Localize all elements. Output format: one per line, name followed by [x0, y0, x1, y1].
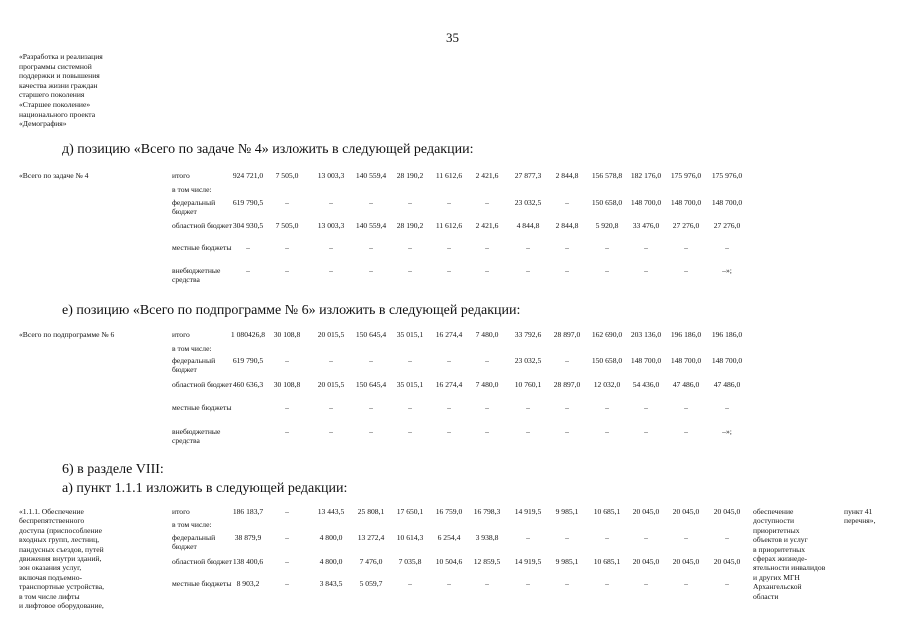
value-cell: 20 015,5: [317, 380, 345, 389]
funding-category: федеральный бюджет: [172, 533, 216, 552]
value-cell: –: [329, 198, 333, 207]
value-cell: 23 032,5: [514, 356, 542, 365]
value-cell: 148 700,0: [670, 198, 702, 207]
funding-category: местные бюджеты: [172, 579, 232, 588]
value-cell: 7 480,0: [475, 330, 499, 339]
value-cell: 14 919,5: [514, 507, 542, 516]
item-description-line: в том числе лифты: [19, 591, 80, 601]
value-cell: 2 844,8: [555, 221, 579, 230]
funding-category: в том числе:: [172, 344, 212, 353]
value-cell: 13 003,3: [317, 171, 345, 180]
value-cell: 10 614,3: [396, 533, 424, 542]
note-line: национального проекта: [19, 109, 96, 119]
value-cell: 23 032,5: [514, 198, 542, 207]
value-cell: –: [447, 427, 451, 436]
value-cell: –: [369, 403, 373, 412]
value-cell: 182 176,0: [630, 171, 662, 180]
target-description: [753, 507, 851, 601]
value-cell: –: [565, 579, 569, 588]
value-cell: –: [684, 533, 688, 542]
value-cell: –: [684, 266, 688, 275]
value-cell: –»;: [722, 427, 732, 436]
value-cell: 5 920,8: [595, 221, 619, 230]
value-cell: –»;: [722, 266, 732, 275]
value-cell: –: [285, 557, 289, 566]
value-cell: –: [526, 243, 530, 252]
value-cell: 924 721,0: [232, 171, 264, 180]
target-description-line: приоритетных: [753, 525, 800, 535]
value-cell: –: [644, 427, 648, 436]
value-cell: –: [447, 403, 451, 412]
value-cell: 7 505,0: [275, 221, 299, 230]
value-cell: 7 505,0: [275, 171, 299, 180]
value-cell: –: [526, 266, 530, 275]
value-cell: –: [285, 243, 289, 252]
item-description-line: зон оказания услуг,: [19, 563, 82, 573]
value-cell: 10 760,1: [514, 380, 542, 389]
value-cell: 186 183,7: [232, 507, 264, 516]
value-cell: 4 800,0: [319, 557, 343, 566]
value-cell: 10 685,1: [593, 507, 621, 516]
value-cell: 27 877,3: [514, 171, 542, 180]
value-cell: 156 578,8: [591, 171, 623, 180]
value-cell: 175 976,0: [670, 171, 702, 180]
value-cell: 14 919,5: [514, 557, 542, 566]
value-cell: 54 436,0: [632, 380, 660, 389]
funding-category: федеральный бюджет: [172, 198, 216, 217]
value-cell: 33 476,0: [632, 221, 660, 230]
value-cell: –: [408, 403, 412, 412]
note-line: «Разработка и реализация: [19, 52, 103, 61]
item-description-line: транспортные устройства,: [19, 582, 105, 592]
item-description-line: беспрепятственного: [19, 516, 85, 526]
value-cell: –: [408, 266, 412, 275]
value-cell: –: [447, 243, 451, 252]
value-cell: –: [605, 403, 609, 412]
value-cell: –: [565, 427, 569, 436]
value-cell: –: [285, 198, 289, 207]
value-cell: 20 045,0: [713, 507, 741, 516]
value-cell: 28 190,2: [396, 221, 424, 230]
value-cell: –: [329, 427, 333, 436]
value-cell: 9 985,1: [555, 557, 579, 566]
value-cell: 4 800,0: [319, 533, 343, 542]
value-cell: 2 844,8: [555, 171, 579, 180]
value-cell: –: [565, 533, 569, 542]
value-cell: 3 938,8: [475, 533, 499, 542]
value-cell: 138 400,6: [232, 557, 264, 566]
row-label: «Всего по задаче № 4: [19, 171, 89, 180]
value-cell: 175 976,0: [711, 171, 743, 180]
value-cell: 38 879,9: [234, 533, 262, 542]
reference: [844, 507, 899, 526]
value-cell: 9 985,1: [555, 507, 579, 516]
note-line: старшего поколения: [19, 90, 85, 100]
value-cell: 7 480,0: [475, 380, 499, 389]
value-cell: –: [285, 579, 289, 588]
value-cell: 16 759,0: [435, 507, 463, 516]
funding-category: областной бюджет: [172, 380, 232, 389]
value-cell: 148 700,0: [670, 356, 702, 365]
value-cell: 13 003,3: [317, 221, 345, 230]
value-cell: 20 045,0: [672, 557, 700, 566]
value-cell: 13 272,4: [357, 533, 385, 542]
value-cell: –: [369, 243, 373, 252]
value-cell: 150 658,0: [591, 356, 623, 365]
item-description-line: «1.1.1. Обеспечение: [19, 507, 84, 516]
value-cell: –: [447, 356, 451, 365]
target-description-line: Архангельской: [753, 582, 802, 592]
value-cell: –: [285, 533, 289, 542]
value-cell: –: [285, 427, 289, 436]
value-cell: 140 559,4: [355, 221, 387, 230]
funding-category: местные бюджеты: [172, 243, 232, 252]
value-cell: –: [684, 427, 688, 436]
value-cell: 148 700,0: [711, 356, 743, 365]
value-cell: –: [285, 403, 289, 412]
target-description-line: ятельности инвалидов: [753, 563, 826, 573]
value-cell: –: [725, 243, 729, 252]
value-cell: 2 421,6: [475, 171, 499, 180]
funding-category: федеральный бюджет: [172, 356, 216, 375]
value-cell: 16 274,4: [435, 380, 463, 389]
funding-category: внебюджетные средства: [172, 427, 221, 446]
heading-a: а) пункт 1.1.1 изложить в следующей редакции:: [62, 481, 348, 496]
value-cell: –: [605, 266, 609, 275]
value-cell: 5 059,7: [359, 579, 383, 588]
value-cell: –: [329, 266, 333, 275]
value-cell: –: [605, 579, 609, 588]
value-cell: 148 700,0: [630, 198, 662, 207]
page-number: 35: [446, 30, 459, 45]
value-cell: 619 790,5: [232, 198, 264, 207]
value-cell: 203 136,0: [630, 330, 662, 339]
value-cell: –: [246, 243, 250, 252]
target-description-line: в приоритетных: [753, 544, 806, 554]
funding-category: внебюджетные средства: [172, 266, 221, 285]
note-line: поддержки и повышения: [19, 71, 100, 81]
funding-category: в том числе:: [172, 520, 212, 529]
item-description-line: и лифтовое оборудование,: [19, 601, 104, 611]
funding-category: итого: [172, 507, 190, 516]
item-description-line: входных групп, лестниц,: [19, 535, 100, 545]
funding-category: областной бюджет: [172, 557, 232, 566]
value-cell: –: [684, 243, 688, 252]
value-cell: –: [447, 579, 451, 588]
value-cell: 4 844,8: [516, 221, 540, 230]
value-cell: 10 685,1: [593, 557, 621, 566]
value-cell: –: [526, 427, 530, 436]
funding-category: областной бюджет: [172, 221, 232, 230]
value-cell: 7 035,8: [398, 557, 422, 566]
value-cell: –: [369, 427, 373, 436]
value-cell: –: [485, 427, 489, 436]
value-cell: –: [447, 266, 451, 275]
value-cell: 25 808,1: [357, 507, 385, 516]
funding-category: в том числе:: [172, 185, 212, 194]
value-cell: –: [725, 403, 729, 412]
funding-category: местные бюджеты: [172, 403, 232, 412]
value-cell: –: [485, 356, 489, 365]
item-description-line: пандусных съездов, путей: [19, 544, 104, 554]
value-cell: 33 792,6: [514, 330, 542, 339]
value-cell: –: [526, 579, 530, 588]
value-cell: –: [644, 403, 648, 412]
value-cell: –: [369, 266, 373, 275]
value-cell: 150 645,4: [355, 330, 387, 339]
value-cell: –: [329, 356, 333, 365]
value-cell: 20 045,0: [632, 557, 660, 566]
value-cell: –: [285, 507, 289, 516]
note-line: качества жизни граждан: [19, 80, 98, 90]
item-description-line: доступа (приспособление: [19, 525, 102, 535]
value-cell: 28 897,0: [553, 380, 581, 389]
funding-category: итого: [172, 171, 190, 180]
value-cell: –: [526, 533, 530, 542]
value-cell: –: [408, 198, 412, 207]
value-cell: 16 798,3: [473, 507, 501, 516]
value-cell: –: [408, 356, 412, 365]
value-cell: 6 254,4: [437, 533, 461, 542]
value-cell: –: [684, 403, 688, 412]
value-cell: 1 080426,8: [230, 330, 266, 339]
value-cell: 12 032,0: [593, 380, 621, 389]
value-cell: –: [565, 403, 569, 412]
value-cell: 304 930,5: [232, 221, 264, 230]
heading-section-8: 6) в разделе VIII:: [62, 462, 164, 477]
value-cell: 162 690,0: [591, 330, 623, 339]
value-cell: 35 015,1: [396, 380, 424, 389]
value-cell: 10 504,6: [435, 557, 463, 566]
note-line: «Демография»: [19, 119, 67, 129]
value-cell: –: [526, 403, 530, 412]
value-cell: –: [485, 266, 489, 275]
value-cell: 20 045,0: [713, 557, 741, 566]
value-cell: –: [408, 427, 412, 436]
target-description-line: доступности: [753, 516, 795, 526]
target-description-line: области: [753, 591, 779, 601]
value-cell: –: [369, 356, 373, 365]
heading-d: д) позицию «Всего по задаче № 4» изложить в следующей редакции:: [62, 142, 474, 157]
value-cell: 619 790,5: [232, 356, 264, 365]
value-cell: 35 015,1: [396, 330, 424, 339]
value-cell: –: [329, 243, 333, 252]
value-cell: 20 015,5: [317, 330, 345, 339]
value-cell: –: [605, 533, 609, 542]
header-note: [19, 52, 149, 129]
row-label: «Всего по подпрограмме № 6: [19, 330, 115, 339]
value-cell: –: [246, 266, 250, 275]
value-cell: 3 843,5: [319, 579, 343, 588]
note-line: программы системной: [19, 61, 92, 71]
value-cell: –: [644, 243, 648, 252]
value-cell: 20 045,0: [632, 507, 660, 516]
value-cell: 148 700,0: [711, 198, 743, 207]
value-cell: 148 700,0: [630, 356, 662, 365]
value-cell: 27 276,0: [713, 221, 741, 230]
value-cell: –: [565, 243, 569, 252]
value-cell: –: [565, 198, 569, 207]
value-cell: 196 186,0: [711, 330, 743, 339]
value-cell: 20 045,0: [672, 507, 700, 516]
value-cell: 460 636,3: [232, 380, 264, 389]
value-cell: 8 903,2: [236, 579, 260, 588]
value-cell: –: [329, 403, 333, 412]
reference-line: перечня»,: [844, 516, 876, 526]
value-cell: 150 658,0: [591, 198, 623, 207]
value-cell: –: [565, 266, 569, 275]
value-cell: –: [605, 243, 609, 252]
value-cell: –: [725, 579, 729, 588]
value-cell: –: [684, 579, 688, 588]
value-cell: –: [447, 198, 451, 207]
value-cell: 27 276,0: [672, 221, 700, 230]
value-cell: 28 897,0: [553, 330, 581, 339]
value-cell: –: [485, 243, 489, 252]
funding-category: итого: [172, 330, 190, 339]
value-cell: 11 612,6: [435, 221, 463, 230]
value-cell: 7 476,0: [359, 557, 383, 566]
value-cell: –: [565, 356, 569, 365]
value-cell: –: [485, 403, 489, 412]
value-cell: –: [369, 198, 373, 207]
value-cell: 16 274,4: [435, 330, 463, 339]
value-cell: –: [408, 243, 412, 252]
value-cell: –: [408, 579, 412, 588]
value-cell: 17 650,1: [396, 507, 424, 516]
value-cell: –: [285, 266, 289, 275]
value-cell: –: [644, 266, 648, 275]
value-cell: 12 859,5: [473, 557, 501, 566]
value-cell: 30 108,8: [273, 380, 301, 389]
value-cell: 30 108,8: [273, 330, 301, 339]
value-cell: –: [485, 579, 489, 588]
item-description-line: движения внутри зданий,: [19, 554, 102, 564]
item-description-line: включая подъемно-: [19, 572, 83, 582]
item-description: [19, 507, 154, 610]
value-cell: 2 421,6: [475, 221, 499, 230]
value-cell: 11 612,6: [435, 171, 463, 180]
value-cell: –: [285, 356, 289, 365]
value-cell: 13 443,5: [317, 507, 345, 516]
target-description-line: обеспечение: [753, 507, 794, 516]
reference-line: пункт 41: [844, 507, 873, 516]
target-description-line: сферах жизнеде-: [753, 554, 808, 564]
value-cell: –: [605, 427, 609, 436]
value-cell: –: [644, 533, 648, 542]
value-cell: 150 645,4: [355, 380, 387, 389]
value-cell: 47 486,0: [713, 380, 741, 389]
value-cell: –: [725, 533, 729, 542]
target-description-line: и других МГН: [753, 572, 800, 582]
value-cell: 28 190,2: [396, 171, 424, 180]
value-cell: 140 559,4: [355, 171, 387, 180]
value-cell: –: [485, 198, 489, 207]
value-cell: 196 186,0: [670, 330, 702, 339]
value-cell: –: [644, 579, 648, 588]
note-line: «Старшее поколение»: [19, 99, 91, 109]
heading-e: е) позицию «Всего по подпрограмме № 6» изложить в следующей редакции:: [62, 303, 521, 318]
target-description-line: объектов и услуг: [753, 535, 808, 545]
value-cell: 47 486,0: [672, 380, 700, 389]
